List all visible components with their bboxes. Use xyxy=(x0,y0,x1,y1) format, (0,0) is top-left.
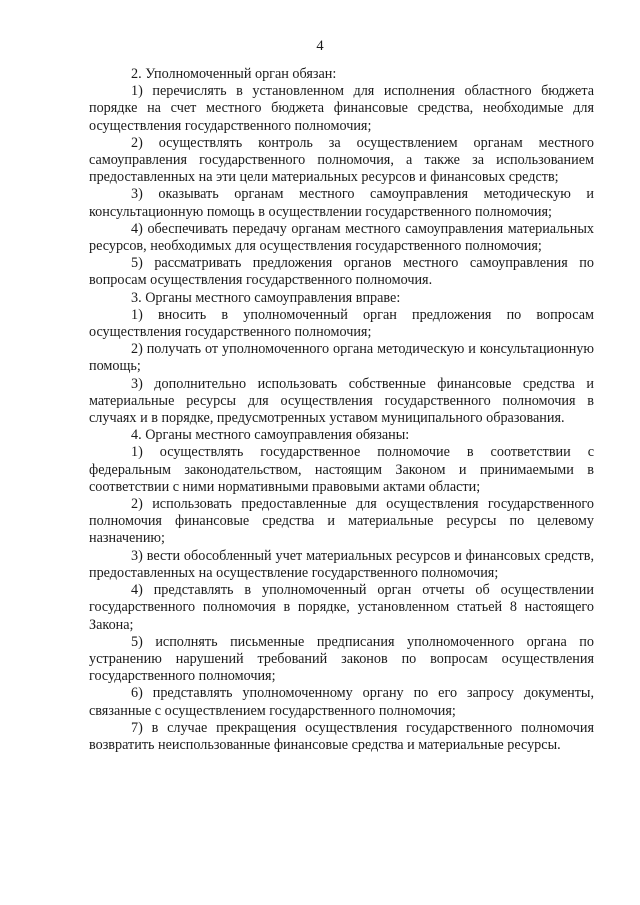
list-item: 3) оказывать органам местного самоуправления методическую и консультационную помощь в осуществлении государственного полномочия; xyxy=(89,186,594,220)
list-item: 5) исполнять письменные предписания уполномоченного органа по устранению нарушений требований законов по вопросам осуществления государственного полномочия; xyxy=(89,633,594,685)
list-item: 1) вносить в уполномоченный орган предложения по вопросам осуществления государственного полномочия; xyxy=(89,306,594,341)
list-item: 3) вести обособленный учет материальных ресурсов и финансовых средств, предоставленных на осуществление государственного полномочия; xyxy=(89,547,594,581)
list-item: 2) получать от уполномоченного органа методическую и консультационную помощь; xyxy=(89,341,594,375)
section-heading: 3. Органы местного самоуправления вправе: xyxy=(131,289,401,306)
list-item: 1) осуществлять государственное полномочие в соответствии с федеральным законодательством, настоящим Законом и принимаемыми в соответствии с ними нормативными правовыми актами области; xyxy=(89,444,594,495)
list-item: 6) представлять уполномоченному органу по его запросу документы, связанные с осуществлением государственного полномочия; xyxy=(89,685,594,719)
list-item: 4) представлять в уполномоченный орган отчеты об осуществлении государственного полномочия в порядке, установленном статьей 8 настоящего Закона; xyxy=(89,582,594,633)
list-item: 2) использовать предоставленные для осуществления государственного полномочия финансовые средства и материальные ресурсы по целевому назначению; xyxy=(89,496,594,547)
section-heading: 2. Уполномоченный орган обязан: xyxy=(131,66,337,82)
section-heading: 4. Органы местного самоуправления обязаны: xyxy=(131,427,410,444)
page-number: 4 xyxy=(316,38,324,54)
list-item: 3) дополнительно использовать собственные финансовые средства и материальные ресурсы для осуществления государственного полномочия в случаях и в порядке, предусмотренных уставом муниципального образования. xyxy=(89,375,594,427)
list-item: 2) осуществлять контроль за осуществлением органам местного самоуправления государственного полномочия, а также за использованием предоставленных на эти цели материальных ресурсов и финансовых средств; xyxy=(89,134,594,186)
list-item: 7) в случае прекращения осуществления государственного полномочия возвратить неиспользованные финансовые средства и материальные ресурсы. xyxy=(89,719,594,753)
document-body xyxy=(89,66,594,754)
list-item: 1) перечислять в установленном для исполнения областного бюджета порядке на счет местного бюджета финансовые средства, необходимые для осуществления государственного полномочия; xyxy=(89,83,594,134)
list-item: 5) рассматривать предложения органов местного самоуправления по вопросам осуществления государственного полномочия. xyxy=(89,255,594,289)
list-item: 4) обеспечивать передачу органам местного самоуправления материальных ресурсов, необходимых для осуществления государственного полномочия; xyxy=(89,220,594,255)
